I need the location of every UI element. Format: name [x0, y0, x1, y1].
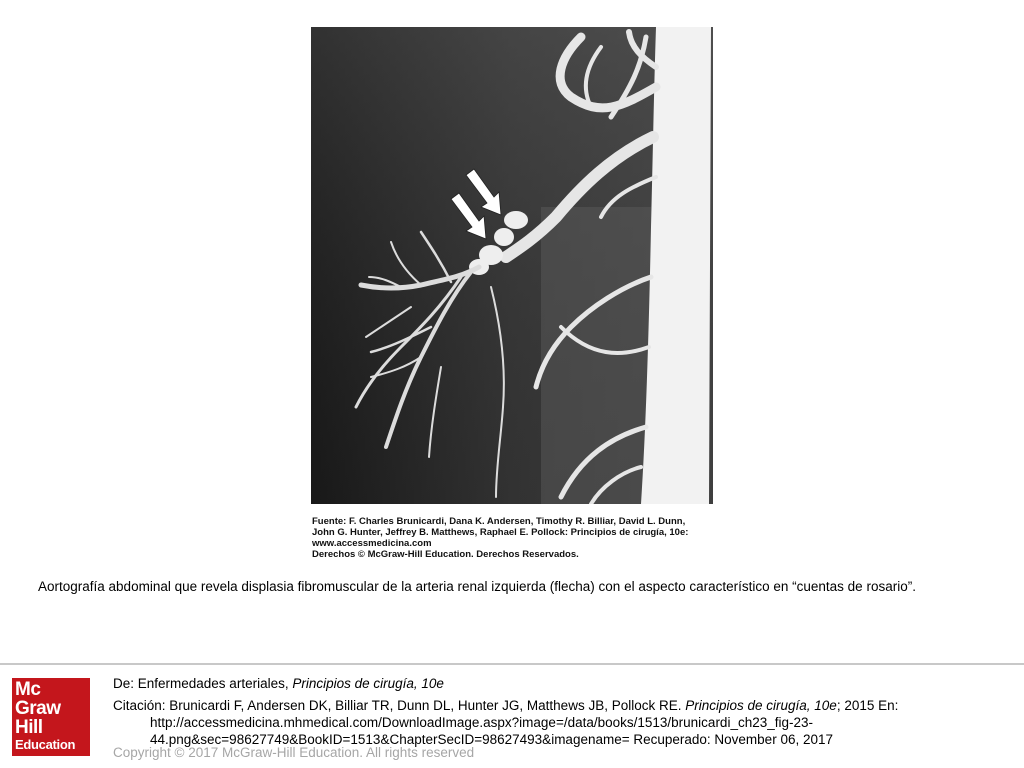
citation-suffix: ; 2015 En: [836, 698, 899, 713]
figure-source-credit [312, 516, 732, 560]
citation-url-line: 44.png&sec=98627749&BookID=1513&ChapterSecID=98627493&imagename= Recuperado: November 06, 2017 [150, 732, 833, 747]
citation [113, 697, 1013, 748]
citation-url-line: http://accessmedicina.mhmedical.com/DownloadImage.aspx?image=/data/books/1513/brunicardi_ch23_fig-23- [150, 715, 813, 730]
aortography-figure [311, 27, 713, 504]
citation-line [113, 697, 1013, 714]
mcgraw-hill-logo [12, 678, 90, 756]
from-prefix: De: Enfermedades arteriales, [113, 676, 293, 691]
citation-book: Principios de cirugía, 10e [685, 698, 837, 713]
source-line: Derechos © McGraw-Hill Education. Derechos Reservados. [312, 549, 579, 560]
source-line: www.accessmedicina.com [312, 538, 432, 549]
from-book: Principios de cirugía, 10e [292, 676, 444, 691]
from-line [113, 675, 1013, 692]
citation-block [113, 675, 1013, 748]
citation-prefix: Citación: Brunicardi F, Andersen DK, Billiar TR, Dunn DL, Hunter JG, Matthews JB, Pollock RE. [113, 698, 686, 713]
source-line: Fuente: F. Charles Brunicardi, Dana K. Andersen, Timothy R. Billiar, David L. Dunn, [312, 516, 686, 527]
logo-line: Education [15, 737, 76, 752]
copyright-notice: Copyright © 2017 McGraw-Hill Education. All rights reserved [113, 745, 475, 760]
source-line: John G. Hunter, Jeffrey B. Matthews, Raphael E. Pollock: Principios de cirugía, 10e: [312, 527, 689, 538]
divider [0, 663, 1024, 665]
logo-line: Hill [15, 717, 43, 738]
angiography-image [311, 27, 713, 504]
logo-line: Graw [15, 698, 61, 719]
figure-caption: Aortografía abdominal que revela displasia fibromuscular de la arteria renal izquierda (flecha) con el aspecto característico en “cuentas de rosario”. [38, 579, 916, 594]
logo-line: Mc [15, 679, 41, 700]
